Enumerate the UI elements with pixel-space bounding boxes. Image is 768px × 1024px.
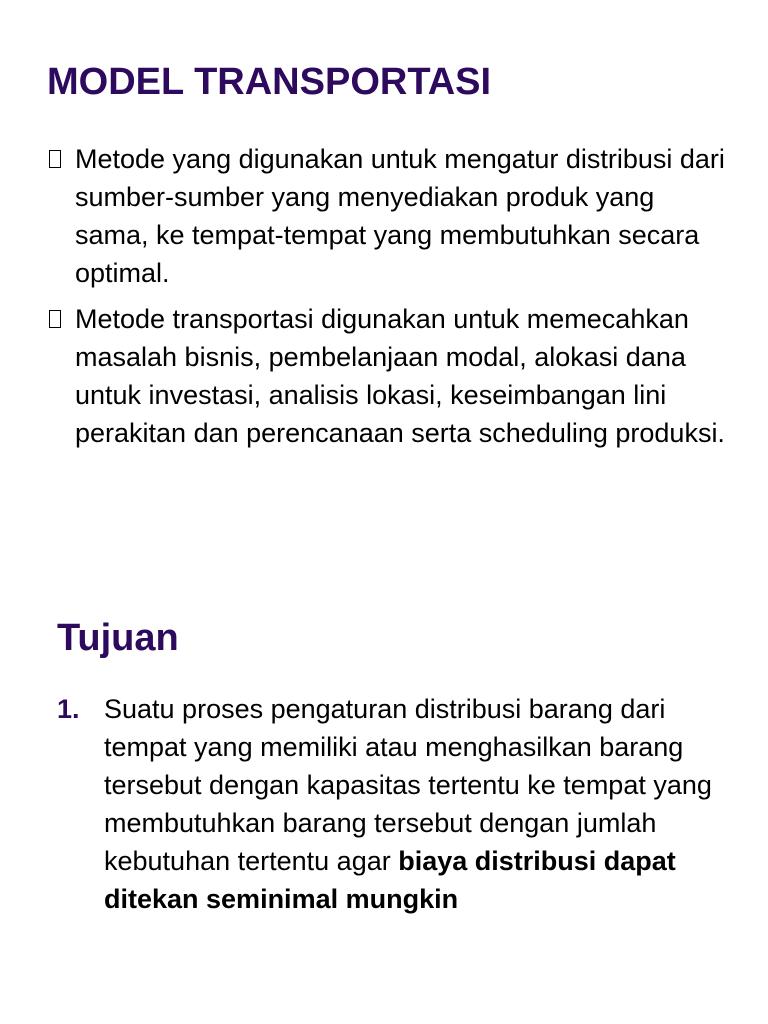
item-emphasis-text: biaya distribusi dapat ditekan seminimal mungkin [104,846,676,914]
bullet-item [47,300,727,452]
tujuan-numbered-list [57,690,717,918]
square-bullet-icon [49,310,61,328]
numbered-item [57,690,717,918]
bullet-item [47,140,727,292]
bullet-text: Metode yang digunakan untuk mengatur distribusi dari sumber-sumber yang menyediakan produk yang sama, ke tempat-tempat yang membutuhkan secara optimal. [75,144,725,288]
bullet-text: Metode transportasi digunakan untuk memecahkan masalah bisnis, pembelanjaan modal, alokasi dana untuk investasi, analisis lokasi, keseimbangan lini perakitan dan perencanaan serta scheduling produksi. [75,304,725,448]
square-bullet-icon [49,150,61,168]
section-heading-tujuan: Tujuan [57,617,179,659]
item-number: 1. [57,694,80,724]
page-title: MODEL TRANSPORTASI [47,61,492,103]
definition-bullet-list [47,140,727,460]
item-text: Suatu proses pengaturan distribusi barang dari tempat yang memiliki atau menghasilkan barang tersebut dengan kapasitas tertentu ke tempat yang membutuhkan barang tersebut dengan jumlah kebutuhan tertentu agar [104,694,712,876]
